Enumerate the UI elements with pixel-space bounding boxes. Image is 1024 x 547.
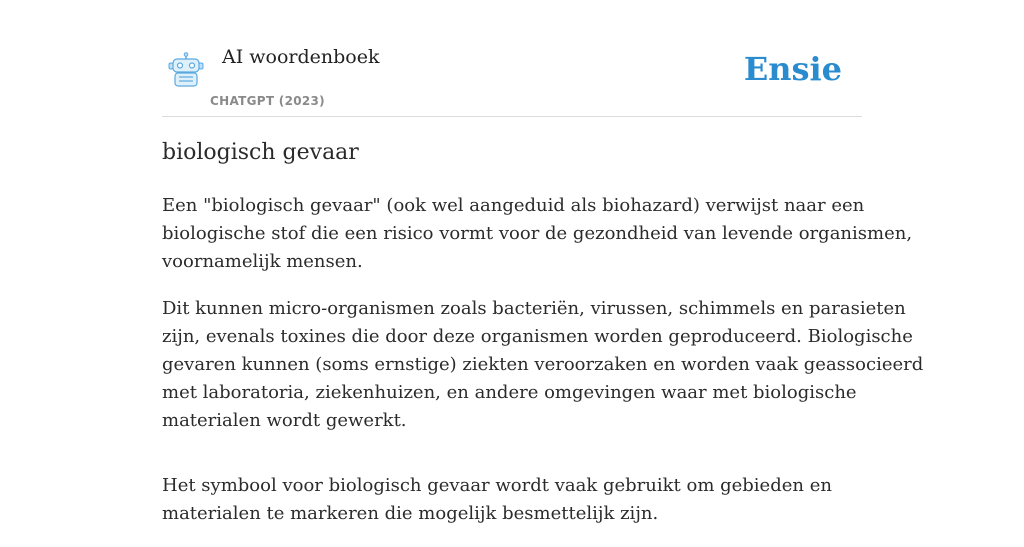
robot-icon	[166, 52, 206, 88]
text-line: materialen te markeren die mogelijk besmettelijk zijn.	[162, 503, 659, 524]
ensie-logo[interactable]: Ensie	[743, 50, 842, 88]
dictionary-title[interactable]: AI woordenboek	[222, 46, 380, 68]
text-line: voornamelijk mensen.	[162, 251, 363, 272]
source-label: CHATGPT (2023)	[210, 94, 325, 108]
text-line: gevaren kunnen (soms ernstige) ziekten veroorzaken en worden vaak geassocieerd	[162, 354, 924, 375]
text-line: met laboratoria, ziekenhuizen, en andere omgevingen waar met biologische	[162, 382, 857, 403]
dictionary-header	[162, 40, 862, 117]
text-line: biologische stof die een risico vormt voor de gezondheid van levende organismen,	[162, 223, 913, 244]
entry-term: biologisch gevaar	[162, 140, 359, 165]
entry-definition	[162, 192, 924, 547]
definition-paragraph	[162, 472, 862, 528]
definition-paragraph	[162, 295, 924, 435]
text-line: Het symbool voor biologisch gevaar wordt vaak gebruikt om gebieden en	[162, 475, 832, 496]
text-line: Dit kunnen micro-organismen zoals bacteriën, virussen, schimmels en parasieten	[162, 298, 906, 319]
text-line: Een "biologisch gevaar" (ook wel aangeduid als biohazard) verwijst naar een	[162, 195, 865, 216]
text-line: zijn, evenals toxines die door deze organismen worden geproduceerd. Biologische	[162, 326, 913, 347]
text-line: materialen wordt gewerkt.	[162, 410, 407, 431]
definition-paragraph	[162, 192, 913, 276]
